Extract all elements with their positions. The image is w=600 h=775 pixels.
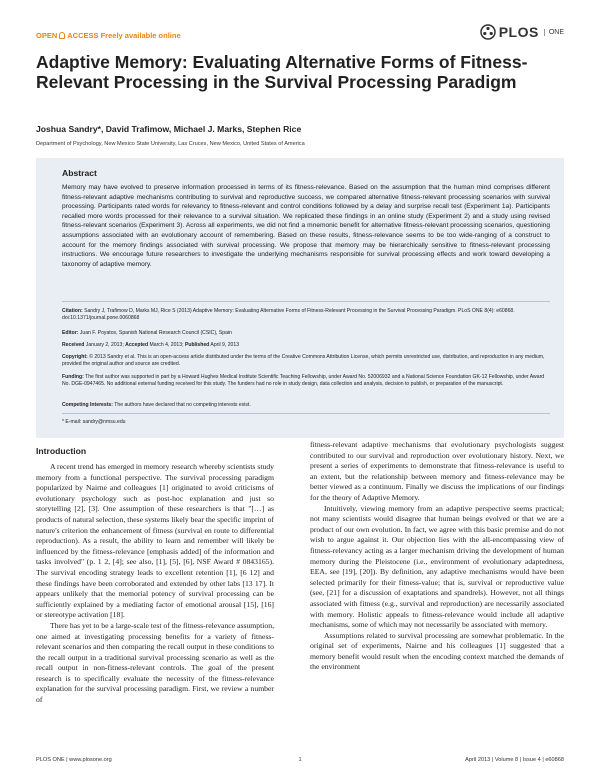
editor-line: Editor: Juan F. Poyatos, Spanish National Research Council (CSIC), Spain	[62, 330, 232, 336]
abstract-box	[36, 158, 564, 438]
paragraph: fitness-relevant adaptive mechanisms that evolutionary psychologists suggest contributed to our survival and reproduction over evolutionary history. Next, we present a series of experiments to demonstrate that fitness-relevance is useful to an extent, but the relationship between memory and fitness-relevance may be better viewed as a continuum. Finally we discuss the implications of our findings for the theory of Adaptive Memory.	[310, 440, 564, 502]
article-title: Adaptive Memory: Evaluating Alternative Forms of Fitness-Relevant Processing in the Survival Processing Paradigm	[36, 52, 528, 92]
paragraph: There has yet to be a large-scale test of the fitness-relevance assumption, one aimed at investigating processing benefits for a variety of fitness-relevant scenarios and then comparing the recall output in these conditions to the recall output in a traditional survival processing scenario as well as the recall output in non-fitness-relevant controls. The goal of the present research is to specifically evaluate the necessity of the fitness-relevance explanation for the survival processing paradigm. First, we review a number of	[36, 620, 274, 705]
page-number: 1	[298, 757, 302, 763]
introduction-heading: Introduction	[36, 446, 87, 456]
affiliation: Department of Psychology, New Mexico State University, Las Cruces, New Mexico, United States of America	[36, 141, 305, 147]
abstract-text: Memory may have evolved to preserve information processed in terms of its fitness-relevance. Based on the assumption that the human mind comprises different fitness-relevant adaptive mechanisms contributing to survival and reproductive success, we compared alternative fitness-relevant processing scenarios with survival processing. Participants rated words for relevancy to fitness-relevant and control conditions followed by a delay and surprise recall test (Experiment 1a). Participants recalled more words processed for their relevance to a survival situation. We replicated these findings in an online study (Experiment 2) and a study using revised fitness-relevant scenarios (Experiment 3). Across all experiments, we did not find a mnemonic benefit for alternative fitness-relevant processing scenarios, questioning assumptions associated with an evolutionary account of remembering. Based on these results, fitness-relevance seems to be too wide-ranging of a construct to account for the memory findings associated with survival processing. We propose that memory may be hierarchically sensitive to fitness-relevant processing instructions. We encourage future researchers to investigate the underlying mechanisms responsible for survival processing effects and work toward developing a taxonomy of adaptive memory.	[62, 184, 550, 268]
abstract-divider	[62, 301, 550, 302]
citation-line: Citation: Sandry J, Trafimow D, Marks MJ, Rice S (2013) Adaptive Memory: Evaluating Alternative Forms of Fitness-Relevant Processing in the Survival Processing Paradigm. PLoS ONE 8(4): e60868. doi:10.1371/journal.pone.0060868	[62, 308, 515, 322]
competing-interests-line: Competing Interests: The authors have declared that no competing interests exist.	[62, 402, 251, 408]
open-access-badge: OPEN ACCESS Freely available online	[36, 31, 181, 40]
footer-journal-link[interactable]: PLOS ONE | www.plosone.org	[36, 757, 112, 763]
copyright-line: Copyright: © 2013 Sandry et al. This is an open-access article distributed under the terms of the Creative Commons Attribution License, which permits unrestricted use, distribution, and reproduction in any medium, provided the original author and source are credited.	[62, 354, 545, 368]
paragraph: Intuitively, viewing memory from an adaptive perspective seems practical; not many scientists would disagree that human beings evolved or that we are a product of our own evolution. In fact, we agree with this basic premise and do not wish to argue against it. Our objection lies with the all-encompassing view of fitness-relevancy acting as a larger mechanism driving the development of human memory during the Pleistocene (i.e., environment of evolutionary adaptedness, EEA, see [19], [20]). By definition, any adaptive mechanisms would have been selected primarily for their fitness-value; that is, survival or reproductive value (see, [21] for a discussion of exaptations and spandrels). However, not all things associated with fitness (e.g., survival and reproduction) are necessarily associated with memory. Holistic appeals to fitness-relevance would include all adaptive mechanisms, some of which may not necessarily be associated with memory.	[310, 503, 564, 630]
open-lock-icon	[59, 32, 65, 39]
plos-logo-icon	[480, 24, 496, 40]
author-list: Joshua Sandry*, David Trafimow, Michael J. Marks, Stephen Rice	[36, 124, 302, 134]
journal-logo[interactable]	[480, 24, 564, 40]
paragraph: A recent trend has emerged in memory research whereby scientists study memory from a functional perspective. The survival processing paradigm popularized by Nairne and colleagues [1] originated to avoid criticisms of evolutionary psychology such as post-hoc explanation and just so storytelling [2], [3]. One assumption of these researchers is that "[…] as products of natural selection, these systems likely bear the specific imprint of nature's criterion the enhancement of fitness (survival en route to differential reproduction). As a result, the ability to learn and remember will likely be influenced by the fitness-relevance [emphasis added] of the information and tasks involved" (p. 1 2, [4]; see also, [1], [5], [6], NSF Award # 0843165). The survival encoding strategy leads to excellent retention [1], [6 12] and these findings have been corroborated and extended by other labs [13 17]. It appears unlikely that the memorial potency of survival processing can be sufficiently explained by a mediating factor of emotional arousal [15], [16] or stereotype activation [18].	[36, 462, 275, 620]
dates-line: Received January 2, 2013; Accepted March 4, 2013; Published April 9, 2013	[62, 342, 240, 348]
meta-divider	[62, 413, 550, 414]
footer-issue: April 2013 | Volume 8 | Issue 4 | e60868	[465, 757, 564, 763]
journal-logo-text: PLOS	[498, 24, 539, 40]
abstract-heading: Abstract	[62, 168, 97, 178]
paragraph: Assumptions related to survival processing are somewhat problematic. In the original set of experiments, Nairne and his colleagues [1] suggested that a memory benefit would result when the encoding context matched the demands of the environment	[310, 630, 564, 672]
funding-line: Funding: The first author was supported in part by a Howard Hughes Medical Institute Scientific Teaching Fellowship, under Award No. 52006932 and a National Science Foundation GK-12 Fellowship, under Award No. DGE-0947465. No additional external funding received for this study. The funders had no role in study design, data collection and analysis, decision to publish, or preparation of the manuscript.	[62, 374, 545, 388]
email-link[interactable]: * E-mail: sandry@nmsu.edu	[62, 419, 126, 425]
right-column	[310, 440, 564, 673]
journal-logo-suffix: ONE	[544, 29, 564, 36]
left-column	[36, 462, 274, 706]
